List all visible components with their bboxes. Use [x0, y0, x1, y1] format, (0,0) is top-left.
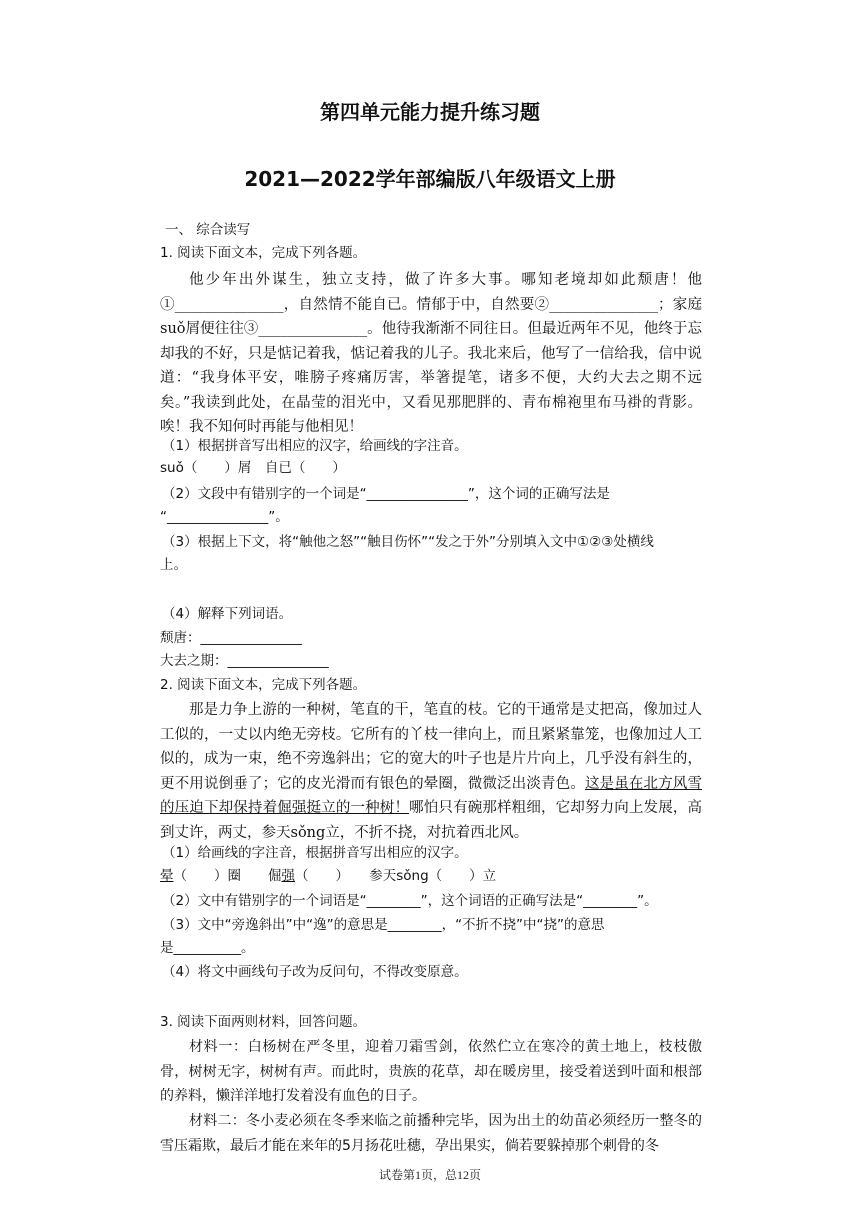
q3-material-1: 材料一：白杨树在严冬里，迎着刀霜雪剑，依然伫立在寒冷的黄土地上，枝枝傲骨，树树无字，树树有声。而此时，贵族的花草，却在暖房里，接受着送到叶面和根部的养料，懒洋洋地打发着没有血色的日子。 — [160, 1039, 702, 1104]
q2-passage-part-b: 哪怕只有碗那样粗细，它却努力向上发展，高到丈许，两丈，参天sǒng立，不折不挠，对抗着西北风。 — [160, 800, 703, 841]
q1-sub2: （2）文段中有错别字的一个词是“_______________”，这个词的正确写法是 — [162, 486, 610, 502]
q2-sub1-answer — [160, 866, 496, 886]
q3-heading: 3. 阅读下面两则材料，回答问题。 — [160, 1014, 367, 1030]
q1-sub1: （1）根据拼音写出相应的汉字，给画线的字注音。 — [162, 438, 468, 454]
q2-underlined-char-2: 强 — [281, 868, 295, 884]
q1-sub4: （4）解释下列词语。 — [162, 606, 293, 622]
q1-passage: 他少年出外谋生，独立支持，做了许多大事。哪知老境却如此颓唐！他①_______________，自然情不能自已。情郁于中，自然要②_______________；家庭suǒ屑便往往③_______________。他待我渐渐不同往日。但最近两年不见，他终于忘却我的不好，只是惦记着我，惦记着我的儿子。我北来后，他写了一信给我，信中说道：“我身体平安，唯膀子疼痛厉害，举箸提笔，诸多不便，大约大去之期不远矣。”我读到此处，在晶莹的泪光中，又看见那肥胖的、青布棉袍里布马褂的背影。唉！我不知何时再能与他相见！ — [160, 272, 702, 435]
q2-sub3-cont: 是__________。 — [160, 940, 255, 956]
q2-sub1-text-2: （ ） 参天sǒng（ ）立 — [295, 868, 497, 884]
q2-underlined-sentence: 这是虽在北方风雪的压迫下却保持着倔强挺立的一种树！ — [160, 775, 703, 816]
q2-passage — [160, 698, 702, 845]
q1-sub3: （3）根据上下文，将“触他之怒”“触目伤怀”“发之于外”分别填入文中①②③处横线 — [162, 534, 654, 550]
page-title: 第四单元能力提升练习题 — [320, 100, 540, 124]
q1-sub4-b: 大去之期：_______________ — [160, 653, 329, 669]
q3-material-2: 材料二：冬小麦必须在冬季来临之前播种完毕，因为出土的幼苗必须经历一整冬的雪压霜欺，最后才能在来年的5月扬花吐穗，孕出果实，倘若要躲掉那个刺骨的冬 — [160, 1113, 702, 1154]
q2-underlined-char-1: 晕 — [160, 868, 174, 884]
page-subtitle: 2021—2022学年部编版八年级语文上册 — [244, 167, 616, 191]
q1-heading: 1. 阅读下面文本，完成下列各题。 — [160, 245, 367, 261]
q1-sub1-answer: suǒ（ ）屑 自已（ ） — [160, 460, 346, 476]
q2-passage-part-a: 那是力争上游的一种树，笔直的干，笔直的枝。它的干通常是丈把高，像加过人工似的，一丈以内绝无旁枝。它所有的丫枝一律向上，而且紧紧靠笼，也像加过人工似的，成为一束，绝不旁逸斜出；它的宽大的叶子也是片片向上，几乎没有斜生的，更不用说倒垂了；它的皮光滑而有银色的晕圈，微微泛出淡青色。 — [160, 702, 702, 792]
q1-sub3-cont: 上。 — [160, 557, 187, 573]
q2-sub2: （2）文中有错别字的一个词语是“________”，这个词语的正确写法是“________”。 — [162, 893, 658, 909]
q1-sub4-a: 颓唐：_______________ — [160, 630, 302, 646]
q2-sub1-text-1: （ ）圈 倔 — [173, 868, 282, 884]
q2-sub4: （4）将文中画线句子改为反问句，不得改变原意。 — [162, 964, 468, 980]
q2-sub3: （3）文中“旁逸斜出”中“逸”的意思是________，“不折不挠”中“挠”的意思 — [162, 917, 605, 933]
section-heading: 一、 综合读写 — [165, 222, 251, 238]
page-footer: 试卷第1页，总12页 — [378, 1168, 481, 1182]
q2-sub1: （1）给画线的字注音，根据拼音写出相应的汉字。 — [162, 845, 468, 861]
q2-heading: 2. 阅读下面文本，完成下列各题。 — [160, 677, 367, 693]
q1-sub2-cont: “_______________”。 — [160, 509, 289, 525]
